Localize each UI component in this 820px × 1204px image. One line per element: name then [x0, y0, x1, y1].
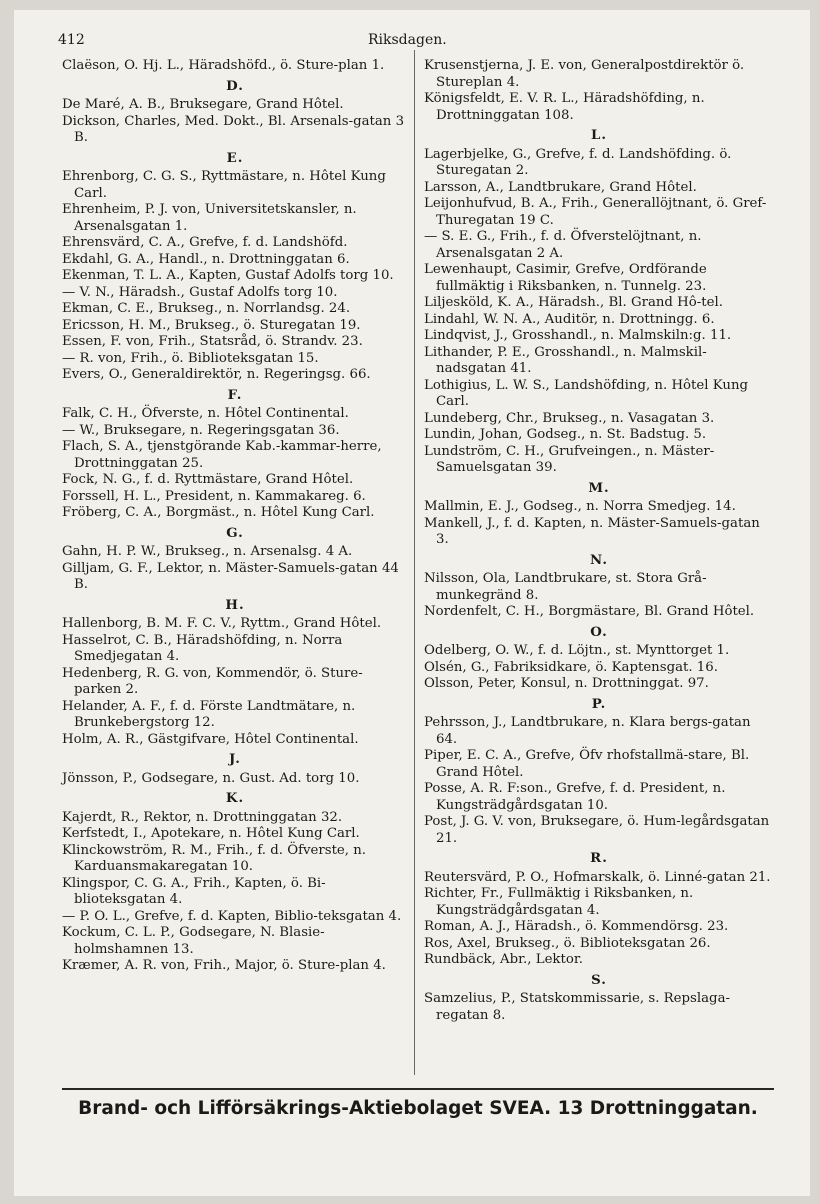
directory-entry: — V. N., Häradsh., Gustaf Adolfs torg 10. — [62, 284, 338, 300]
directory-entry: Kajerdt, R., Rektor, n. Drottninggatan 32. — [62, 809, 343, 825]
section-letter: N. — [590, 552, 608, 568]
directory-entry: Olsén, G., Fabriksidkare, ö. Kaptensgat. 16. — [424, 659, 718, 675]
directory-entry: Lithander, P. E., Grosshandl., n. Malmskil-nadsgatan 41. — [424, 344, 707, 376]
directory-entry: Helander, A. F., f. d. Förste Landtmätare, n. Brunkebergstorg 12. — [62, 698, 356, 730]
directory-entry: Nordenfelt, C. H., Borgmästare, Bl. Grand Hôtel. — [424, 604, 755, 619]
directory-entry: — R. von, Frih., ö. Biblioteksgatan 15. — [62, 350, 319, 366]
section-letter: O. — [590, 624, 608, 640]
section-letter: H. — [225, 597, 245, 613]
directory-entry: Ehrenheim, P. J. von, Universitetskansler, n. Arsenalsgatan 1. — [62, 202, 357, 234]
section-letter: M. — [588, 480, 610, 496]
section-letter: S. — [591, 972, 607, 988]
directory-entry: Kræmer, A. R. von, Frih., Major, ö. Sture-plan 4. — [62, 958, 386, 973]
directory-entry: Hedenberg, R. G. von, Kommendör, ö. Sture-parken 2. — [62, 665, 363, 697]
directory-entry: Fock, N. G., f. d. Ryttmästare, Grand Hôtel. — [62, 472, 354, 487]
directory-entry: Lindahl, W. N. A., Auditör, n. Drottningg. 6. — [424, 311, 715, 327]
directory-entry: Larsson, A., Landtbrukare, Grand Hôtel. — [424, 179, 697, 195]
directory-entry: Mankell, J., f. d. Kapten, n. Mäster-Samuels-gatan 3. — [424, 515, 760, 547]
section-letter: R. — [590, 851, 608, 866]
section-letter: D. — [226, 78, 244, 94]
section-letter: F. — [227, 387, 243, 403]
directory-entry: Klinckowström, R. M., Frih., f. d. Öfverste, n. Karduansmakaregatan 10. — [62, 842, 367, 874]
left-column — [62, 58, 408, 975]
directory-entry: Lundström, C. H., Grufveingen., n. Mäster-Samuelsgatan 39. — [424, 443, 715, 475]
directory-entry: Piper, E. C. A., Grefve, Öfv rhofstallmä-stare, Bl. Grand Hôtel. — [424, 748, 750, 780]
directory-entry: Forssell, H. L., President, n. Kammakareg. 6. — [62, 488, 366, 504]
section-letter: G. — [226, 525, 244, 541]
directory-entry: — W., Bruksegare, n. Regeringsgatan 36. — [62, 422, 340, 438]
directory-entry: — S. E. G., Frih., f. d. Öfverstelöjtnant, n. Arsenalsgatan 2 A. — [424, 229, 702, 261]
directory-entry: Hallenborg, B. M. F. C. V., Ryttm., Grand Hôtel. — [62, 616, 382, 631]
directory-entry: Ehrenborg, C. G. S., Ryttmästare, n. Hôtel Kung Carl. — [62, 169, 386, 201]
directory-entry: Rundbäck, Abr., Lektor. — [424, 952, 583, 967]
directory-entry: Mallmin, E. J., Godseg., n. Norra Smedjeg. 14. — [424, 499, 736, 514]
directory-entry: Liljesköld, K. A., Häradsh., Bl. Grand Hô-tel. — [424, 295, 723, 310]
directory-entry: Ehrensvärd, C. A., Grefve, f. d. Landshöfd. — [62, 235, 348, 250]
section-letter: K. — [225, 791, 245, 806]
section-letter: L. — [591, 128, 607, 143]
directory-entry: Gilljam, G. F., Lektor, n. Mäster-Samuels-gatan 44 B. — [62, 560, 399, 592]
directory-entry: Olsson, Peter, Konsul, n. Drottninggat. 97. — [424, 676, 709, 691]
directory-entry: Ekenman, T. L. A., Kapten, Gustaf Adolfs torg 10. — [62, 268, 394, 283]
directory-entry: Ekman, C. E., Bruksеg., n. Norrlandsg. 24. — [62, 301, 351, 316]
directory-entry: Fröberg, C. A., Borgmäst., n. Hôtel Kung Carl. — [62, 505, 375, 520]
directory-entry: Königsfeldt, E. V. R. L., Häradshöfding, n. Drottninggatan 108. — [424, 91, 705, 123]
directory-entry: Samzelius, P., Statskommissarie, s. Repslaga-regatan 8. — [424, 991, 730, 1023]
directory-entry: Evers, O., Generaldirektör, n. Regeringsg. 66. — [62, 367, 371, 382]
page-header — [58, 32, 798, 54]
directory-entry: Lagerbjelke, G., Grefve, f. d. Landshöfding. ö. Sturegatan 2. — [424, 146, 732, 178]
directory-entry: Richter, Fr., Fullmäktig i Riksbanken, n. Kungsträdgårdsgatan 4. — [424, 886, 694, 918]
directory-entry: Kerfstedt, I., Apotekare, n. Hôtel Kung Carl. — [62, 826, 360, 841]
directory-entry: Essen, F. von, Frih., Statsråd, ö. Strandv. 23. — [62, 334, 363, 349]
directory-entry: Posse, A. R. F:son., Grefve, f. d. President, n. Kungsträdgårdsgatan 10. — [424, 781, 726, 813]
directory-entry: Nilsson, Ola, Landtbrukare, st. Stora Grå-munkegränd 8. — [424, 571, 707, 603]
directory-entry: Krusenstjerna, J. E. von, Generalpostdirektör ö. Stureplan 4. — [424, 58, 745, 90]
directory-entry: Reutersvärd, P. O., Hofmarskalk, ö. Linné-gatan 21. — [424, 869, 771, 885]
section-letter: E. — [226, 150, 244, 166]
directory-entry: Post, J. G. V. von, Bruksegare, ö. Hum-legårdsgatan 21. — [424, 814, 770, 846]
running-head: Riksdagen. — [368, 32, 447, 48]
right-column — [424, 58, 774, 1024]
directory-entry: — P. O. L., Grefve, f. d. Kapten, Biblio-teksgatan 4. — [62, 908, 402, 924]
directory-entry: Falk, C. H., Öfverste, n. Hôtel Continental. — [62, 406, 349, 421]
directory-entry: Lundin, Johan, Godseg., n. St. Badstug. 5. — [424, 427, 707, 442]
directory-entry: Pehrsson, J., Landtbrukare, n. Klara bergs-gatan 64. — [424, 715, 751, 747]
directory-entry: Hasselrot, C. B., Häradshöfding, n. Norra Smedjegatan 4. — [62, 632, 343, 664]
footer-advertisement: Brand- och Lifförsäkrings-Aktiebolaget SVEA. 13 Drottninggatan. — [62, 1088, 774, 1119]
directory-entry: Jönsson, P., Godsegare, n. Gust. Ad. torg 10. — [62, 770, 360, 786]
directory-entry: Holm, A. R., Gästgifvare, Hôtel Continental. — [62, 731, 359, 747]
directory-entry: Lindqvist, J., Grosshandl., n. Malmskiln:g. 11. — [424, 328, 732, 343]
directory-entry: Leijonhufvud, B. A., Frih., Generallöjtnant, ö. Gref-Thuregatan 19 C. — [424, 196, 767, 228]
directory-entry: Claëson, O. Hj. L., Häradshöfd., ö. Sture-plan 1. — [62, 58, 385, 73]
directory-entry: Lothigius, L. W. S., Landshöfding, n. Hôtel Kung Carl. — [424, 377, 749, 409]
directory-entry: Flach, S. A., tjenstgörande Kab.-kammar-herre, Drottninggatan 25. — [62, 439, 382, 471]
directory-entry: Klingspor, C. G. A., Frih., Kapten, ö. Bi-blioteksgatan 4. — [62, 875, 326, 907]
directory-entry: Gahn, H. P. W., Brukseg., n. Arsenalsg. 4 A. — [62, 544, 353, 559]
directory-entry: Odelberg, O. W., f. d. Löjtn., st. Mynttorget 1. — [424, 643, 730, 658]
directory-entry: Ekdahl, G. A., Handl., n. Drottninggatan 6. — [62, 251, 350, 267]
directory-entry: Dickson, Charles, Med. Dokt., Bl. Arsenals-gatan 3 B. — [62, 113, 405, 145]
directory-entry: De Maré, A. B., Bruksegare, Grand Hôtel. — [62, 97, 344, 112]
directory-entry: Lewenhaupt, Casimir, Grefve, Ordförande fullmäktig i Riksbanken, n. Tunnelg. 23. — [424, 262, 707, 294]
directory-entry: Ros, Axel, Brukseg., ö. Biblioteksgatan 26. — [424, 935, 711, 951]
page-number: 412 — [58, 32, 85, 48]
directory-entry: Lundeberg, Chr., Brukseg., n. Vasagatan 3. — [424, 410, 715, 426]
directory-entry: Roman, A. J., Häradsh., ö. Kommendörsg. 23. — [424, 919, 729, 934]
section-letter: J. — [229, 752, 241, 767]
column-divider — [414, 50, 415, 1075]
directory-entry: Kockum, C. L. P., Godsegare, N. Blasie-holmshamnen 13. — [62, 925, 325, 957]
section-letter: P. — [591, 696, 607, 712]
directory-entry: Ericsson, H. M., Brukseg., ö. Sturegatan 19. — [62, 317, 361, 333]
